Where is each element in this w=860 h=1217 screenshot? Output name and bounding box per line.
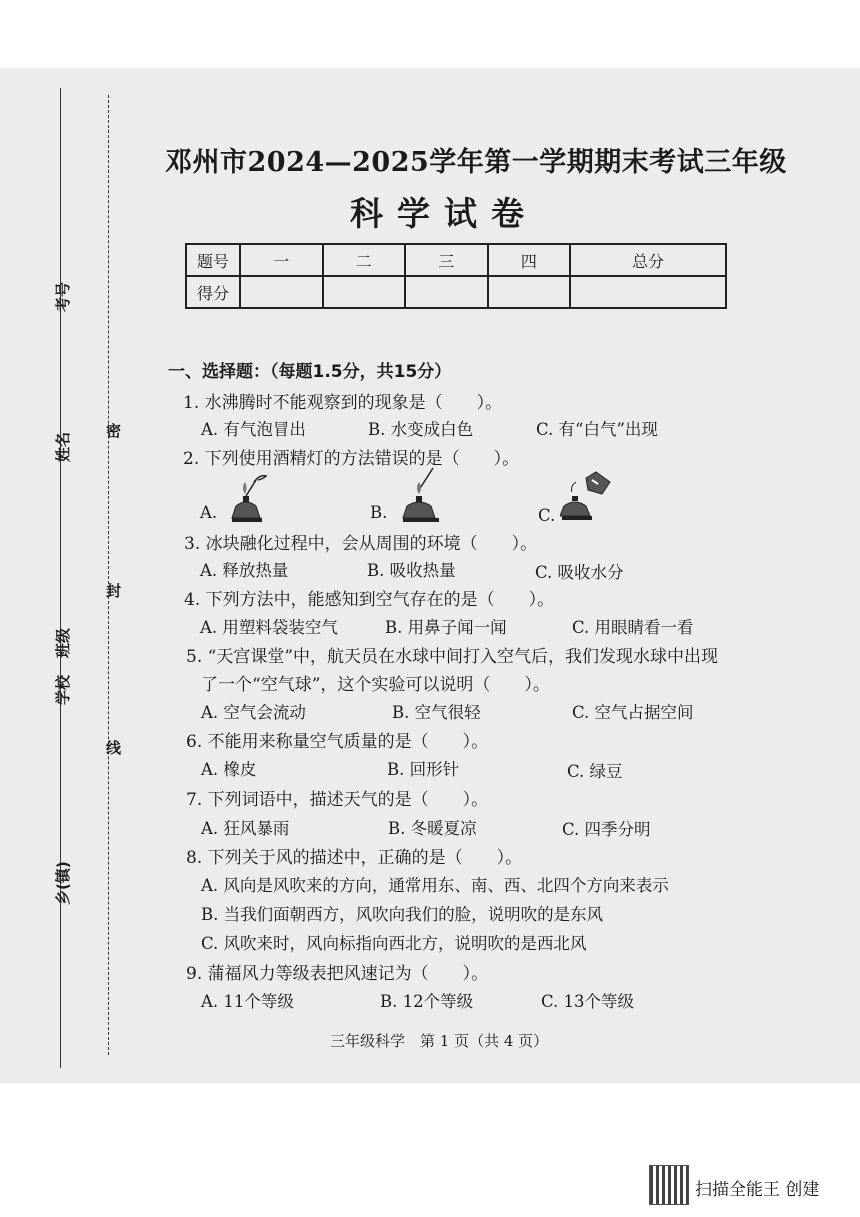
cell-score-2[interactable] — [323, 276, 406, 308]
cell-score-total[interactable] — [570, 276, 726, 308]
question-3-option-a[interactable]: A. 释放热量 — [200, 561, 289, 580]
question-5-option-c[interactable]: C. 空气占据空间 — [572, 703, 694, 722]
cell-part-4: 四 — [488, 244, 571, 276]
margin-rule-outer — [60, 88, 61, 1068]
question-4-option-a[interactable]: A. 用塑料袋装空气 — [200, 618, 338, 637]
score-table — [185, 243, 727, 309]
exam-title: 邓州市2024—2025学年第一学期期末考试三年级 — [165, 147, 787, 178]
lamp-image-b — [395, 466, 441, 528]
question-9-stem: 9. 蒲福风力等级表把风速记为（ ）。 — [186, 964, 489, 984]
question-1-stem: 1. 水沸腾时不能观察到的现象是（ ）。 — [183, 393, 503, 413]
question-4-option-c[interactable]: C. 用眼睛看一看 — [572, 618, 694, 637]
qr-code-icon — [649, 1165, 689, 1205]
question-2-option-c[interactable]: C. — [538, 506, 556, 525]
question-7-option-a[interactable]: A. 狂风暴雨 — [201, 819, 290, 838]
question-8-option-a[interactable]: A. 风向是风吹来的方向，通常用东、南、西、北四个方向来表示 — [201, 876, 669, 895]
question-5-option-b[interactable]: B. 空气很轻 — [392, 703, 481, 722]
margin-rule-inner — [108, 95, 109, 1055]
scanner-watermark: 扫描全能王 创建 — [695, 1180, 820, 1200]
question-4-stem: 4. 下列方法中，能感知到空气存在的是（ ）。 — [184, 590, 555, 610]
question-2-option-a[interactable]: A. — [200, 503, 218, 522]
question-7-stem: 7. 下列词语中，描述天气的是（ ）。 — [186, 790, 489, 810]
cell-score-3[interactable] — [405, 276, 488, 308]
question-6-option-c[interactable]: C. 绿豆 — [567, 762, 623, 781]
score-table-score-row — [186, 276, 726, 308]
cell-part-1: 一 — [240, 244, 323, 276]
question-5-stem: 5. “天宫课堂”中，航天员在水球中间打入空气后，我们发现水球中出现 — [186, 647, 719, 667]
question-8-option-b[interactable]: B. 当我们面朝西方，风吹向我们的脸，说明吹的是东风 — [201, 905, 604, 924]
seal-char-mi: 密 — [106, 422, 122, 440]
score-table-header-row — [186, 244, 726, 276]
label-name: 姓名 — [54, 431, 72, 462]
question-4-option-b[interactable]: B. 用鼻子闻一闻 — [385, 618, 507, 637]
question-2-stem: 2. 下列使用酒精灯的方法错误的是（ ）。 — [183, 449, 520, 469]
label-school: 学校 — [54, 674, 72, 705]
cell-score-label: 得分 — [186, 276, 240, 308]
question-8-option-c[interactable]: C. 风吹来时，风向标指向西北方，说明吹的是西北风 — [201, 934, 587, 953]
question-7-option-c[interactable]: C. 四季分明 — [562, 820, 651, 839]
question-5-option-a[interactable]: A. 空气会流动 — [201, 703, 306, 722]
question-1-option-b[interactable]: B. 水变成白色 — [368, 420, 474, 439]
question-3-option-c[interactable]: C. 吸收水分 — [535, 563, 624, 582]
question-9-option-b[interactable]: B. 12个等级 — [380, 992, 474, 1011]
question-3-option-b[interactable]: B. 吸收热量 — [367, 561, 456, 580]
label-exam-number: 考号 — [54, 281, 72, 312]
section-1-header: 一、选择题：（每题1.5分，共15分） — [168, 362, 452, 382]
lamp-image-c — [560, 470, 622, 526]
cell-part-2: 二 — [323, 244, 406, 276]
page-footer: 三年级科学 第 1 页（共 4 页） — [330, 1032, 549, 1050]
cell-part-3: 三 — [405, 244, 488, 276]
question-2-option-b[interactable]: B. — [370, 503, 388, 522]
cell-score-4[interactable] — [488, 276, 571, 308]
seal-char-feng: 封 — [106, 582, 122, 600]
seal-char-xian: 线 — [106, 739, 122, 757]
label-township: 乡(镇) — [54, 861, 72, 905]
question-9-option-c[interactable]: C. 13个等级 — [541, 992, 635, 1011]
question-1-option-c[interactable]: C. 有“白气”出现 — [536, 420, 658, 439]
question-6-option-a[interactable]: A. 橡皮 — [201, 760, 257, 779]
cell-header-label: 题号 — [186, 244, 240, 276]
question-6-stem: 6. 不能用来称量空气质量的是（ ）。 — [186, 732, 489, 752]
question-9-option-a[interactable]: A. 11个等级 — [201, 992, 294, 1011]
question-7-option-b[interactable]: B. 冬暖夏凉 — [388, 819, 477, 838]
exam-subtitle: 科学试卷 — [350, 194, 538, 233]
question-8-stem: 8. 下列关于风的描述中，正确的是（ ）。 — [186, 848, 523, 868]
cell-total: 总分 — [570, 244, 726, 276]
question-3-stem: 3. 冰块融化过程中，会从周围的环境（ ）。 — [184, 534, 538, 554]
question-5-stem-line2: 了一个“空气球”，这个实验可以说明（ ）。 — [201, 675, 550, 695]
question-6-option-b[interactable]: B. 回形针 — [387, 760, 460, 779]
question-1-option-a[interactable]: A. 有气泡冒出 — [201, 420, 306, 439]
lamp-image-a — [228, 470, 274, 528]
cell-score-1[interactable] — [240, 276, 323, 308]
label-class: 班级 — [54, 627, 72, 658]
